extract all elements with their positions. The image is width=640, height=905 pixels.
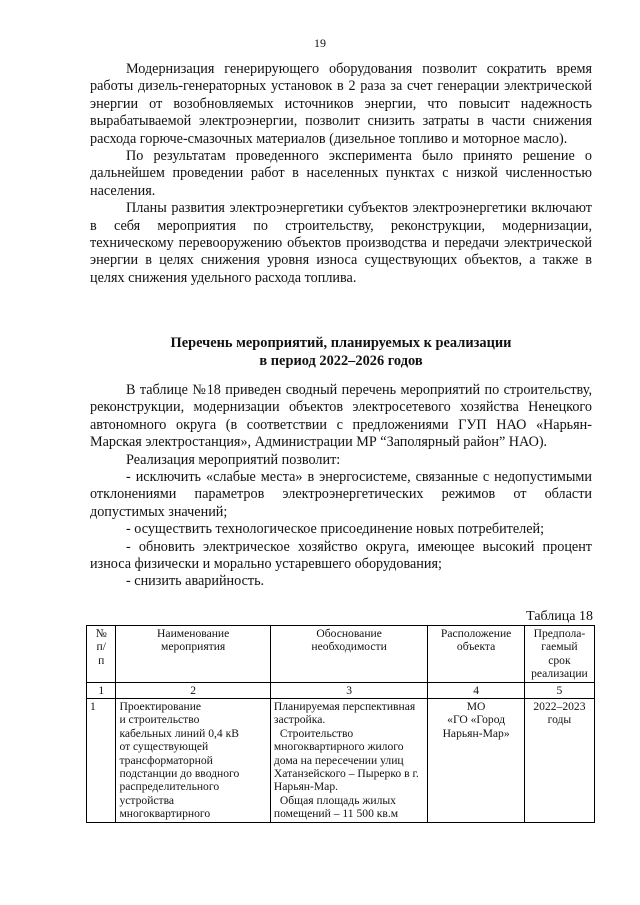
column-number: 4 <box>428 682 525 698</box>
intro-paragraph: Планы развития электроэнергетики субъектов электроэнергетики включают в себя мероприятия по строительству, реконструкции, модернизации, техническому перевооружению объектов производства и передачи электрической энергии в целях снижения уровня износа существующих объектов, а также в целях снижения удельного расхода топлива. <box>90 200 592 286</box>
term-line: 2022–2023 <box>533 700 586 714</box>
event-name-line: Проектирование <box>119 700 202 714</box>
event-basis <box>270 699 427 823</box>
event-name-line: и строительство <box>119 713 200 727</box>
header-text: необходимости <box>311 640 387 654</box>
header-text: срок <box>548 653 571 667</box>
header-term <box>524 626 594 683</box>
header-text: мероприятия <box>161 640 226 654</box>
section-paragraph: В таблице №18 приведен сводный перечень мероприятий по строительству, реконструкции, модернизации объектов электросетевого хозяйства Ненецкого автономного округа (в соответствии с предложениями ГУП НАО «Нарьян-Марская электростанция», Администрации МР “Заполярный район” НАО). <box>90 382 592 451</box>
table-caption: Таблица 18 <box>526 609 593 624</box>
header-location <box>428 626 525 683</box>
column-number: 5 <box>524 682 594 698</box>
header-text: Обоснование <box>316 627 382 640</box>
header-text: объекта <box>456 640 496 654</box>
basis-paragraph: Общая площадь жилых помещений – 11 500 кв.м <box>273 793 399 821</box>
event-name <box>116 699 270 823</box>
basis-paragraph: Планируемая перспективная застройка. <box>273 700 416 727</box>
section-text <box>90 382 592 591</box>
intro-paragraph: По результатам проведенного эксперимента было принято решение о дальнейшем проведении работ в населенных пунктах с низкой численностью населения. <box>90 148 592 199</box>
event-term <box>524 699 594 823</box>
event-name-line: устройства <box>119 793 175 807</box>
section-heading-line: Перечень мероприятий, планируемых к реализации <box>170 335 512 351</box>
header-name <box>116 626 270 683</box>
header-text: п/ <box>96 640 106 654</box>
events-table <box>86 625 595 823</box>
event-location <box>428 699 525 823</box>
bullet-item: - исключить «слабые места» в энергосистеме, связанные с недопустимыми отклонениями параметров электроэнергетических режимов от области допустимых значений; <box>90 469 592 520</box>
column-number-row <box>87 682 595 698</box>
header-text: Расположение <box>440 627 512 640</box>
event-name-line: распределительного <box>119 780 220 794</box>
column-number: 2 <box>116 682 270 698</box>
column-number: 3 <box>270 682 427 698</box>
term-line: годы <box>547 713 572 727</box>
bullet-item: - снизить аварийность. <box>126 573 265 590</box>
table-row <box>87 699 595 823</box>
section-heading <box>90 334 592 370</box>
intro-paragraph: Модернизация генерирующего оборудования позволит сократить время работы дизель-генераторных установок в 2 раза за счет генерации электрической энергии от возобновляемых источников энергии, что повысит надежность вырабатываемой электроэнергии, позволит снизить затраты в части снижения расхода горюче-смазочных материалов (дизельное топливо и моторное масло). <box>90 61 592 147</box>
bullet-item: - осуществить технологическое присоединение новых потребителей; <box>126 521 545 538</box>
header-text: Наименование <box>157 627 230 640</box>
header-basis <box>270 626 427 683</box>
section-paragraph: Реализация мероприятий позволит: <box>126 451 341 468</box>
location-line: МО <box>466 700 486 714</box>
column-number: 1 <box>87 682 116 698</box>
header-text: реализации <box>531 667 588 681</box>
event-name-line: трансформаторной <box>119 753 213 767</box>
event-name-line: кабельных линий 0,4 кВ <box>119 726 239 740</box>
page-number: 19 <box>314 36 326 50</box>
row-number: 1 <box>87 699 116 823</box>
header-text: № <box>95 627 107 640</box>
header-text: гаемый <box>541 640 578 654</box>
bullet-item: - обновить электрическое хозяйство округа, имеющее высокий процент износа физически и морально устаревшего оборудования; <box>90 538 592 573</box>
section-heading-line: в период 2022–2026 годов <box>259 353 423 369</box>
location-line: «ГО «Город <box>447 713 506 727</box>
event-name-line: от существующей <box>119 740 209 754</box>
basis-paragraph: Строительство многоквартирного жилого дома на пересечении улиц Хатанзейского – Пырерко в г. Нарьян-Мар. <box>273 726 419 794</box>
event-name-line: подстанции до вводного <box>119 767 240 781</box>
header-text: п <box>98 653 105 667</box>
header-text: Предпола- <box>533 627 586 640</box>
header-no <box>87 626 116 683</box>
event-name-line: многоквартирного <box>119 807 211 821</box>
intro-text <box>90 61 592 287</box>
table-header-row <box>87 626 595 683</box>
location-line: Нарьян-Мар» <box>442 726 510 740</box>
